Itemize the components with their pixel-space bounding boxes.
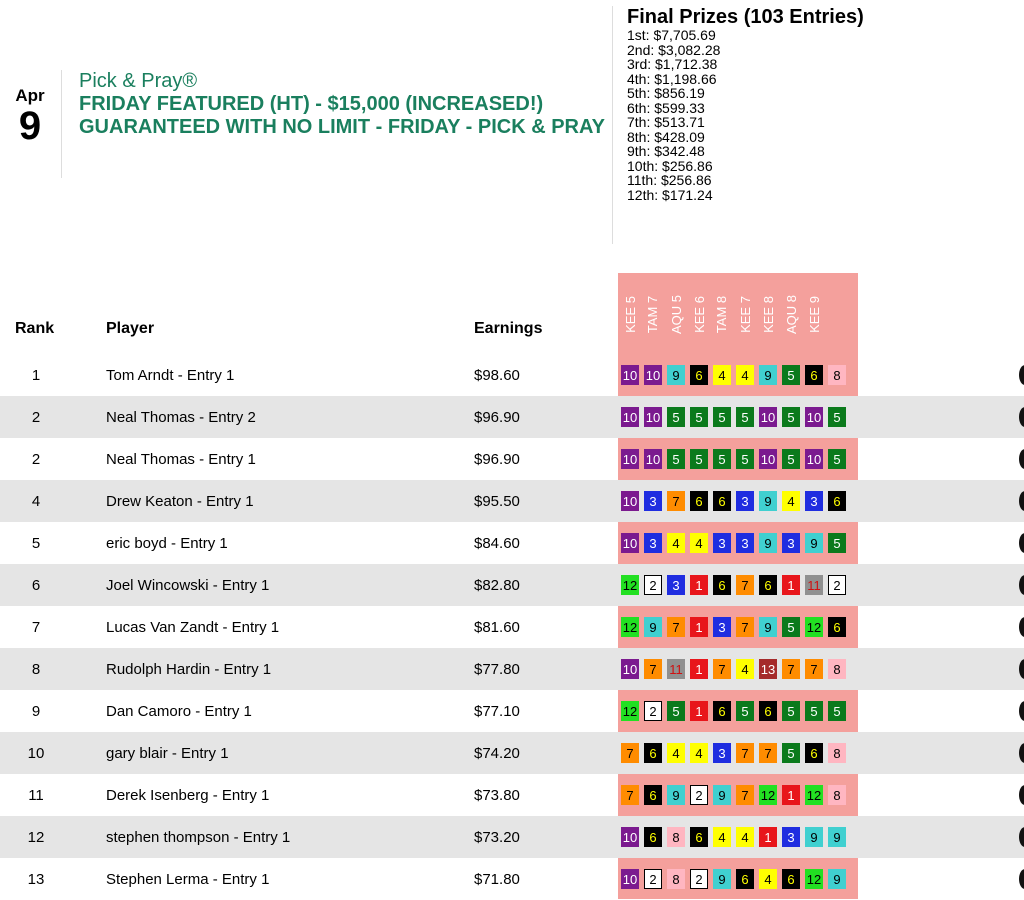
saddle-cloth-pick: 6 (644, 827, 662, 847)
saddle-cloth-pick: 6 (644, 743, 662, 763)
prize-line: 2nd: $3,082.28 (627, 41, 721, 58)
saddle-cloth-pick: 5 (667, 449, 685, 469)
rank-cell: 2 (31, 451, 41, 468)
saddle-cloth-pick: 9 (759, 365, 777, 385)
saddle-cloth-pick: 12 (805, 869, 823, 889)
saddle-cloth-pick: 2 (690, 869, 708, 889)
saddle-cloth-pick: 11 (667, 659, 685, 679)
prize-line: 11th: $256.86 (627, 172, 712, 188)
earnings-cell: $73.80 (474, 787, 520, 804)
row-action-icon[interactable] (1019, 617, 1024, 637)
track-label: KEE 6 (691, 295, 707, 333)
saddle-cloth-pick: 9 (667, 785, 685, 805)
earnings-cell: $73.20 (474, 829, 520, 846)
prizes-list (627, 28, 864, 202)
saddle-cloth-pick: 1 (690, 659, 708, 679)
saddle-cloth-pick: 6 (713, 491, 731, 511)
saddle-cloth-pick: 5 (713, 407, 731, 427)
event-day: 9 (18, 104, 42, 148)
saddle-cloth-pick: 6 (690, 365, 708, 385)
row-action-icon[interactable] (1019, 743, 1024, 763)
saddle-cloth-pick: 7 (736, 785, 754, 805)
rank-cell: 7 (31, 619, 41, 636)
prize-line: 4th: $1,198.66 (627, 70, 717, 87)
saddle-cloth-pick: 3 (644, 533, 662, 553)
saddle-cloth-pick: 5 (828, 449, 846, 469)
rank-cell: 13 (27, 871, 45, 888)
row-action-icon[interactable] (1019, 575, 1024, 595)
saddle-cloth-pick: 5 (782, 743, 800, 763)
saddle-cloth-pick: 3 (667, 575, 685, 595)
player-name[interactable]: Stephen Lerma - Entry 1 (106, 871, 270, 888)
saddle-cloth-pick: 9 (805, 533, 823, 553)
row-action-icon[interactable] (1019, 659, 1024, 679)
prize-line: 3rd: $1,712.38 (627, 56, 718, 72)
saddle-cloth-pick: 9 (667, 365, 685, 385)
track-label: KEE 5 (622, 295, 638, 333)
saddle-cloth-pick: 5 (736, 449, 754, 469)
row-action-icon[interactable] (1019, 701, 1024, 721)
row-action-icon[interactable] (1019, 491, 1024, 511)
saddle-cloth-pick: 9 (828, 869, 846, 889)
saddle-cloth-pick: 6 (805, 365, 823, 385)
saddle-cloth-pick: 6 (759, 575, 777, 595)
header-player[interactable]: Player (106, 320, 155, 337)
track-label: KEE 7 (737, 295, 753, 333)
saddle-cloth-pick: 5 (782, 449, 800, 469)
saddle-cloth-pick: 5 (805, 701, 823, 721)
rank-cell: 6 (31, 577, 41, 594)
player-name[interactable]: Neal Thomas - Entry 1 (106, 451, 256, 468)
saddle-cloth-pick: 13 (759, 659, 777, 679)
track-header (667, 280, 685, 348)
earnings-cell: $84.60 (474, 535, 520, 552)
saddle-cloth-pick: 5 (667, 701, 685, 721)
rank-cell: 4 (31, 493, 41, 510)
player-name[interactable]: Rudolph Hardin - Entry 1 (106, 661, 272, 678)
rank-cell: 11 (28, 787, 44, 804)
saddle-cloth-pick: 6 (644, 785, 662, 805)
saddle-cloth-pick: 9 (759, 533, 777, 553)
saddle-cloth-pick: 8 (667, 827, 685, 847)
saddle-cloth-pick: 4 (782, 491, 800, 511)
row-action-icon[interactable] (1019, 869, 1024, 889)
earnings-cell: $71.80 (474, 871, 520, 888)
earnings-cell: $96.90 (474, 451, 520, 468)
earnings-cell: $95.50 (474, 493, 520, 510)
track-header (782, 280, 800, 348)
header-rank[interactable]: Rank (15, 320, 55, 337)
saddle-cloth-pick: 2 (644, 701, 662, 721)
saddle-cloth-pick: 6 (828, 617, 846, 637)
table-row[interactable] (0, 858, 1024, 900)
saddle-cloth-pick: 12 (805, 617, 823, 637)
saddle-cloth-pick: 3 (782, 533, 800, 553)
saddle-cloth-pick: 7 (667, 491, 685, 511)
saddle-cloth-pick: 3 (782, 827, 800, 847)
track-label: KEE 8 (760, 295, 776, 333)
saddle-cloth-pick: 1 (690, 701, 708, 721)
saddle-cloth-pick: 10 (644, 449, 662, 469)
saddle-cloth-pick: 10 (759, 407, 777, 427)
rank-cell: 9 (31, 703, 41, 720)
saddle-cloth-pick: 7 (644, 659, 662, 679)
saddle-cloth-pick: 1 (690, 575, 708, 595)
row-action-icon[interactable] (1019, 827, 1024, 847)
saddle-cloth-pick: 9 (805, 827, 823, 847)
earnings-cell: $77.80 (474, 661, 520, 678)
saddle-cloth-pick: 4 (736, 827, 754, 847)
saddle-cloth-pick: 5 (782, 617, 800, 637)
table-row[interactable] (0, 816, 1024, 858)
track-label: KEE 9 (806, 295, 822, 333)
saddle-cloth-pick: 5 (690, 449, 708, 469)
saddle-cloth-pick: 7 (713, 659, 731, 679)
table-row[interactable] (0, 438, 1024, 480)
earnings-cell: $82.80 (474, 577, 520, 594)
track-header (736, 280, 754, 348)
saddle-cloth-pick: 4 (690, 743, 708, 763)
prize-line: 5th: $856.19 (627, 85, 705, 101)
prize-line: 6th: $599.33 (627, 99, 705, 116)
saddle-cloth-pick: 9 (759, 617, 777, 637)
prize-line: 12th: $171.24 (627, 186, 713, 203)
rank-cell: 2 (31, 409, 41, 426)
saddle-cloth-pick: 6 (736, 869, 754, 889)
saddle-cloth-pick: 7 (805, 659, 823, 679)
rank-cell: 8 (31, 661, 41, 678)
saddle-cloth-pick: 7 (667, 617, 685, 637)
saddle-cloth-pick: 3 (713, 743, 731, 763)
player-name[interactable]: Dan Camoro - Entry 1 (106, 703, 252, 720)
earnings-cell: $74.20 (474, 745, 520, 762)
saddle-cloth-pick: 10 (805, 449, 823, 469)
saddle-cloth-pick: 6 (713, 575, 731, 595)
player-name[interactable]: eric boyd - Entry 1 (106, 535, 228, 552)
saddle-cloth-pick: 5 (828, 533, 846, 553)
saddle-cloth-pick: 10 (621, 827, 639, 847)
divider (612, 6, 613, 244)
saddle-cloth-pick: 6 (805, 743, 823, 763)
table-row[interactable] (0, 690, 1024, 732)
saddle-cloth-pick: 6 (713, 701, 731, 721)
saddle-cloth-pick: 10 (759, 449, 777, 469)
saddle-cloth-pick: 3 (805, 491, 823, 511)
track-label: TAM 7 (645, 295, 661, 333)
event-date (10, 86, 50, 146)
row-action-icon[interactable] (1019, 785, 1024, 805)
saddle-cloth-pick: 9 (713, 785, 731, 805)
saddle-cloth-pick: 2 (644, 575, 662, 595)
saddle-cloth-pick: 1 (782, 575, 800, 595)
saddle-cloth-pick: 4 (759, 869, 777, 889)
track-header (759, 280, 777, 348)
saddle-cloth-pick: 4 (713, 365, 731, 385)
saddle-cloth-pick: 12 (621, 617, 639, 637)
saddle-cloth-pick: 4 (713, 827, 731, 847)
saddle-cloth-pick: 7 (621, 743, 639, 763)
prizes-heading: Final Prizes (103 Entries) (627, 6, 864, 28)
saddle-cloth-pick: 5 (667, 407, 685, 427)
saddle-cloth-pick: 12 (759, 785, 777, 805)
saddle-cloth-pick: 4 (667, 533, 685, 553)
player-name[interactable]: Derek Isenberg - Entry 1 (106, 787, 270, 804)
saddle-cloth-pick: 5 (782, 701, 800, 721)
event-title (79, 70, 619, 139)
saddle-cloth-pick: 10 (644, 407, 662, 427)
divider (61, 70, 62, 178)
saddle-cloth-pick: 2 (690, 785, 708, 805)
saddle-cloth-pick: 7 (621, 785, 639, 805)
header-earnings[interactable]: Earnings (474, 320, 543, 337)
saddle-cloth-pick: 6 (828, 491, 846, 511)
saddle-cloth-pick: 10 (621, 449, 639, 469)
saddle-cloth-pick: 1 (759, 827, 777, 847)
saddle-cloth-pick: 9 (713, 869, 731, 889)
saddle-cloth-pick: 9 (644, 617, 662, 637)
track-label: TAM 8 (714, 295, 730, 333)
saddle-cloth-pick: 6 (690, 827, 708, 847)
saddle-cloth-pick: 10 (805, 407, 823, 427)
saddle-cloth-pick: 5 (736, 701, 754, 721)
saddle-cloth-pick: 3 (713, 533, 731, 553)
track-header (805, 280, 823, 348)
saddle-cloth-pick: 7 (782, 659, 800, 679)
saddle-cloth-pick: 10 (621, 869, 639, 889)
saddle-cloth-pick: 10 (621, 365, 639, 385)
saddle-cloth-pick: 4 (736, 365, 754, 385)
saddle-cloth-pick: 6 (690, 491, 708, 511)
track-header (621, 280, 639, 348)
table-row[interactable] (0, 606, 1024, 648)
saddle-cloth-pick: 3 (736, 491, 754, 511)
prize-line: 10th: $256.86 (627, 157, 713, 174)
saddle-cloth-pick: 4 (736, 659, 754, 679)
saddle-cloth-pick: 7 (736, 743, 754, 763)
saddle-cloth-pick: 3 (736, 533, 754, 553)
saddle-cloth-pick: 1 (782, 785, 800, 805)
saddle-cloth-pick: 8 (828, 659, 846, 679)
table-row[interactable] (0, 564, 1024, 606)
rank-cell: 5 (31, 535, 41, 552)
saddle-cloth-pick: 6 (782, 869, 800, 889)
saddle-cloth-pick: 6 (759, 701, 777, 721)
row-action-icon[interactable] (1019, 365, 1024, 385)
player-name[interactable]: stephen thompson - Entry 1 (106, 829, 291, 846)
saddle-cloth-pick: 8 (828, 785, 846, 805)
saddle-cloth-pick: 10 (621, 407, 639, 427)
saddle-cloth-pick: 3 (713, 617, 731, 637)
saddle-cloth-pick: 10 (621, 533, 639, 553)
saddle-cloth-pick: 5 (713, 449, 731, 469)
row-action-icon[interactable] (1019, 407, 1024, 427)
saddle-cloth-pick: 8 (828, 365, 846, 385)
saddle-cloth-pick: 2 (828, 575, 846, 595)
event-name[interactable]: FRIDAY FEATURED (HT) - $15,000 (INCREASED!) GUARANTEED WITH NO LIMIT - FRIDAY - PICK & PRAY (79, 93, 605, 138)
player-name[interactable]: Neal Thomas - Entry 2 (106, 409, 256, 426)
saddle-cloth-pick: 1 (690, 617, 708, 637)
saddle-cloth-pick: 10 (621, 659, 639, 679)
table-row[interactable] (0, 732, 1024, 774)
player-name[interactable]: Tom Arndt - Entry 1 (106, 367, 235, 384)
saddle-cloth-pick: 5 (736, 407, 754, 427)
prize-line: 7th: $513.71 (627, 114, 705, 130)
prizes-panel (627, 6, 864, 202)
row-action-icon[interactable] (1019, 533, 1024, 553)
saddle-cloth-pick: 5 (782, 365, 800, 385)
event-month: Apr (15, 86, 45, 105)
player-name[interactable]: Drew Keaton - Entry 1 (106, 493, 254, 510)
row-action-icon[interactable] (1019, 449, 1024, 469)
saddle-cloth-pick: 9 (828, 827, 846, 847)
track-header (713, 280, 731, 348)
track-header (690, 280, 708, 348)
rank-cell: 12 (27, 829, 45, 846)
player-name[interactable]: gary blair - Entry 1 (106, 745, 229, 762)
track-header (644, 280, 662, 348)
prize-line: 9th: $342.48 (627, 143, 705, 159)
saddle-cloth-pick: 9 (759, 491, 777, 511)
earnings-cell: $96.90 (474, 409, 520, 426)
prize-line: 8th: $428.09 (627, 128, 705, 145)
saddle-cloth-pick: 7 (759, 743, 777, 763)
saddle-cloth-pick: 2 (644, 869, 662, 889)
saddle-cloth-pick: 5 (690, 407, 708, 427)
earnings-cell: $77.10 (474, 703, 520, 720)
rank-cell: 1 (31, 367, 41, 384)
saddle-cloth-pick: 7 (736, 617, 754, 637)
saddle-cloth-pick: 5 (828, 701, 846, 721)
table-row[interactable] (0, 480, 1024, 522)
prize-line: 1st: $7,705.69 (627, 27, 716, 43)
saddle-cloth-pick: 8 (667, 869, 685, 889)
table-row[interactable] (0, 774, 1024, 816)
earnings-cell: $98.60 (474, 367, 520, 384)
saddle-cloth-pick: 5 (828, 407, 846, 427)
rank-cell: 10 (27, 745, 45, 762)
saddle-cloth-pick: 8 (828, 743, 846, 763)
saddle-cloth-pick: 12 (805, 785, 823, 805)
saddle-cloth-pick: 12 (621, 701, 639, 721)
table-row[interactable] (0, 648, 1024, 690)
saddle-cloth-pick: 7 (736, 575, 754, 595)
player-name[interactable]: Lucas Van Zandt - Entry 1 (106, 619, 280, 636)
saddle-cloth-pick: 12 (621, 575, 639, 595)
event-brand: Pick & Pray® (79, 70, 198, 92)
table-row[interactable] (0, 354, 1024, 396)
saddle-cloth-pick: 4 (690, 533, 708, 553)
table-row[interactable] (0, 396, 1024, 438)
track-label: AQU 5 (668, 294, 684, 334)
saddle-cloth-pick: 10 (644, 365, 662, 385)
saddle-cloth-pick: 5 (782, 407, 800, 427)
saddle-cloth-pick: 3 (644, 491, 662, 511)
saddle-cloth-pick: 4 (667, 743, 685, 763)
earnings-cell: $81.60 (474, 619, 520, 636)
player-name[interactable]: Joel Wincowski - Entry 1 (106, 577, 270, 594)
table-row[interactable] (0, 522, 1024, 564)
saddle-cloth-pick: 11 (805, 575, 823, 595)
saddle-cloth-pick: 10 (621, 491, 639, 511)
track-label: AQU 8 (783, 294, 799, 334)
